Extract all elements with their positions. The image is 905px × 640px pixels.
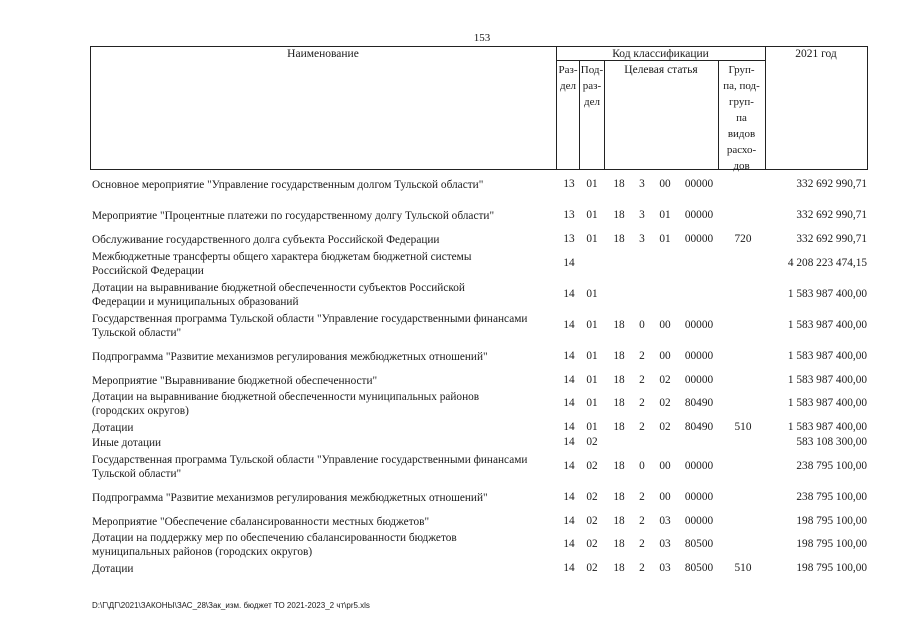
- row-target-event: 02: [659, 397, 671, 409]
- row-target-event: 03: [659, 515, 671, 527]
- row-target-direction: 80490: [684, 397, 714, 409]
- row-target-subprogram: 2: [639, 515, 645, 527]
- row-target-event: 00: [659, 460, 671, 472]
- row-podrazdel: 01: [586, 350, 598, 362]
- row-target-program: 18: [613, 319, 625, 331]
- row-target-event: 02: [659, 421, 671, 433]
- row-razdel: 14: [563, 288, 575, 300]
- row-target-event: 03: [659, 562, 671, 574]
- row-target-subprogram: 3: [639, 178, 645, 190]
- row-razdel: 13: [563, 178, 575, 190]
- row-razdel: 14: [563, 538, 575, 550]
- row-sum: 583 108 300,00: [796, 436, 867, 448]
- row-podrazdel: 01: [586, 233, 598, 245]
- row-podrazdel: 02: [586, 491, 598, 503]
- row-target-direction: 00000: [684, 515, 714, 527]
- row-razdel: 14: [563, 491, 575, 503]
- row-target-program: 18: [613, 538, 625, 550]
- row-target-subprogram: 0: [639, 319, 645, 331]
- row-sum: 238 795 100,00: [796, 491, 867, 503]
- file-path-footer: D:\Г\ДГ\2021\ЗАКОНЫ\ЗАС_28\Зак_изм. бюджет ТО 2021-2023_2 чт\pr5.xls: [92, 601, 370, 610]
- row-name: Подпрограмма "Развитие механизмов регулирования межбюджетных отношений": [92, 351, 488, 363]
- row-sum: 1 583 987 400,00: [787, 374, 867, 386]
- row-sum: 1 583 987 400,00: [787, 421, 867, 433]
- header-code: Код классификации: [612, 48, 709, 60]
- row-name: Основное мероприятие "Управление государственным долгом Тульской области": [92, 179, 484, 191]
- row-expense-group: 510: [734, 421, 752, 433]
- header-group: Груп- па, под- груп- па видов расхо- дов: [723, 64, 760, 172]
- row-sum: 4 208 223 474,15: [787, 257, 867, 269]
- header-name: Наименование: [287, 48, 359, 60]
- row-target-direction: 00000: [684, 374, 714, 386]
- row-name: Мероприятие "Обеспечение сбалансированности местных бюджетов": [92, 516, 430, 528]
- row-target-subprogram: 2: [639, 374, 645, 386]
- row-name: Межбюджетные трансферты общего характера бюджетам бюджетной системы Российской Федерации: [92, 251, 472, 277]
- row-target-direction: 00000: [684, 178, 714, 190]
- row-razdel: 13: [563, 209, 575, 221]
- row-target-subprogram: 2: [639, 491, 645, 503]
- row-target-event: 02: [659, 374, 671, 386]
- row-sum: 1 583 987 400,00: [787, 319, 867, 331]
- row-target-event: 01: [659, 233, 671, 245]
- row-target-direction: 00000: [684, 233, 714, 245]
- header-target: Целевая статья: [624, 64, 698, 76]
- row-podrazdel: 02: [586, 436, 598, 448]
- row-target-subprogram: 3: [639, 209, 645, 221]
- row-target-direction: 00000: [684, 319, 714, 331]
- row-podrazdel: 02: [586, 515, 598, 527]
- row-name: Дотации на поддержку мер по обеспечению сбалансированности бюджетов муниципальных районов (городских округов): [92, 532, 457, 558]
- row-razdel: 14: [563, 460, 575, 472]
- row-target-program: 18: [613, 562, 625, 574]
- row-podrazdel: 02: [586, 460, 598, 472]
- row-name: Дотации: [92, 422, 134, 434]
- row-target-program: 18: [613, 374, 625, 386]
- row-sum: 332 692 990,71: [796, 233, 867, 245]
- row-target-direction: 80500: [684, 562, 714, 574]
- row-name: Государственная программа Тульской области "Управление государственными финансами Тульской области": [92, 454, 528, 480]
- row-name: Дотации: [92, 563, 134, 575]
- row-podrazdel: 01: [586, 288, 598, 300]
- row-target-direction: 00000: [684, 460, 714, 472]
- row-sum: 332 692 990,71: [796, 209, 867, 221]
- row-name: Мероприятие "Процентные платежи по государственному долгу Тульской области": [92, 210, 495, 222]
- row-target-direction: 00000: [684, 491, 714, 503]
- row-razdel: 13: [563, 233, 575, 245]
- row-sum: 1 583 987 400,00: [787, 288, 867, 300]
- header-razdel: Раз- дел: [558, 64, 578, 92]
- row-name: Обслуживание государственного долга субъекта Российской Федерации: [92, 234, 440, 246]
- row-podrazdel: 01: [586, 421, 598, 433]
- row-target-program: 18: [613, 421, 625, 433]
- row-target-subprogram: 2: [639, 350, 645, 362]
- row-razdel: 14: [563, 319, 575, 331]
- row-target-event: 00: [659, 178, 671, 190]
- row-target-program: 18: [613, 460, 625, 472]
- row-target-direction: 80490: [684, 421, 714, 433]
- row-target-program: 18: [613, 233, 625, 245]
- row-sum: 332 692 990,71: [796, 178, 867, 190]
- row-target-subprogram: 2: [639, 397, 645, 409]
- row-name: Государственная программа Тульской области "Управление государственными финансами Тульской области": [92, 313, 528, 339]
- row-target-program: 18: [613, 178, 625, 190]
- row-target-direction: 80500: [684, 538, 714, 550]
- row-razdel: 14: [563, 374, 575, 386]
- row-sum: 238 795 100,00: [796, 460, 867, 472]
- row-target-program: 18: [613, 397, 625, 409]
- header-year: 2021 год: [795, 48, 837, 60]
- row-name: Дотации на выравнивание бюджетной обеспеченности субъектов Российской Федерации и муниципальных образований: [92, 282, 465, 308]
- row-target-program: 18: [613, 350, 625, 362]
- row-razdel: 14: [563, 350, 575, 362]
- row-target-direction: 00000: [684, 209, 714, 221]
- row-target-direction: 00000: [684, 350, 714, 362]
- row-target-subprogram: 2: [639, 562, 645, 574]
- row-podrazdel: 01: [586, 178, 598, 190]
- row-target-event: 00: [659, 319, 671, 331]
- row-razdel: 14: [563, 257, 575, 269]
- row-podrazdel: 02: [586, 538, 598, 550]
- row-podrazdel: 02: [586, 562, 598, 574]
- row-razdel: 14: [563, 397, 575, 409]
- row-target-event: 00: [659, 350, 671, 362]
- header-podrazdel: Под- раз- дел: [580, 64, 604, 108]
- row-target-program: 18: [613, 209, 625, 221]
- row-podrazdel: 01: [586, 209, 598, 221]
- row-razdel: 14: [563, 421, 575, 433]
- row-podrazdel: 01: [586, 319, 598, 331]
- row-podrazdel: 01: [586, 374, 598, 386]
- row-target-program: 18: [613, 515, 625, 527]
- row-name: Иные дотации: [92, 437, 162, 449]
- row-target-event: 03: [659, 538, 671, 550]
- row-target-event: 00: [659, 491, 671, 503]
- row-razdel: 14: [563, 562, 575, 574]
- row-target-event: 01: [659, 209, 671, 221]
- row-name: Мероприятие "Выравнивание бюджетной обеспеченности": [92, 375, 378, 387]
- row-name: Дотации на выравнивание бюджетной обеспеченности муниципальных районов (городских округов): [92, 391, 480, 417]
- row-target-program: 18: [613, 491, 625, 503]
- row-target-subprogram: 3: [639, 233, 645, 245]
- page-number: 153: [473, 32, 491, 44]
- row-razdel: 14: [563, 515, 575, 527]
- row-target-subprogram: 2: [639, 538, 645, 550]
- row-sum: 198 795 100,00: [796, 538, 867, 550]
- row-expense-group: 720: [734, 233, 752, 245]
- row-razdel: 14: [563, 436, 575, 448]
- row-target-subprogram: 2: [639, 421, 645, 433]
- row-sum: 198 795 100,00: [796, 562, 867, 574]
- row-podrazdel: 01: [586, 397, 598, 409]
- row-name: Подпрограмма "Развитие механизмов регулирования межбюджетных отношений": [92, 492, 488, 504]
- row-expense-group: 510: [734, 562, 752, 574]
- row-sum: 1 583 987 400,00: [787, 350, 867, 362]
- row-sum: 198 795 100,00: [796, 515, 867, 527]
- row-target-subprogram: 0: [639, 460, 645, 472]
- row-sum: 1 583 987 400,00: [787, 397, 867, 409]
